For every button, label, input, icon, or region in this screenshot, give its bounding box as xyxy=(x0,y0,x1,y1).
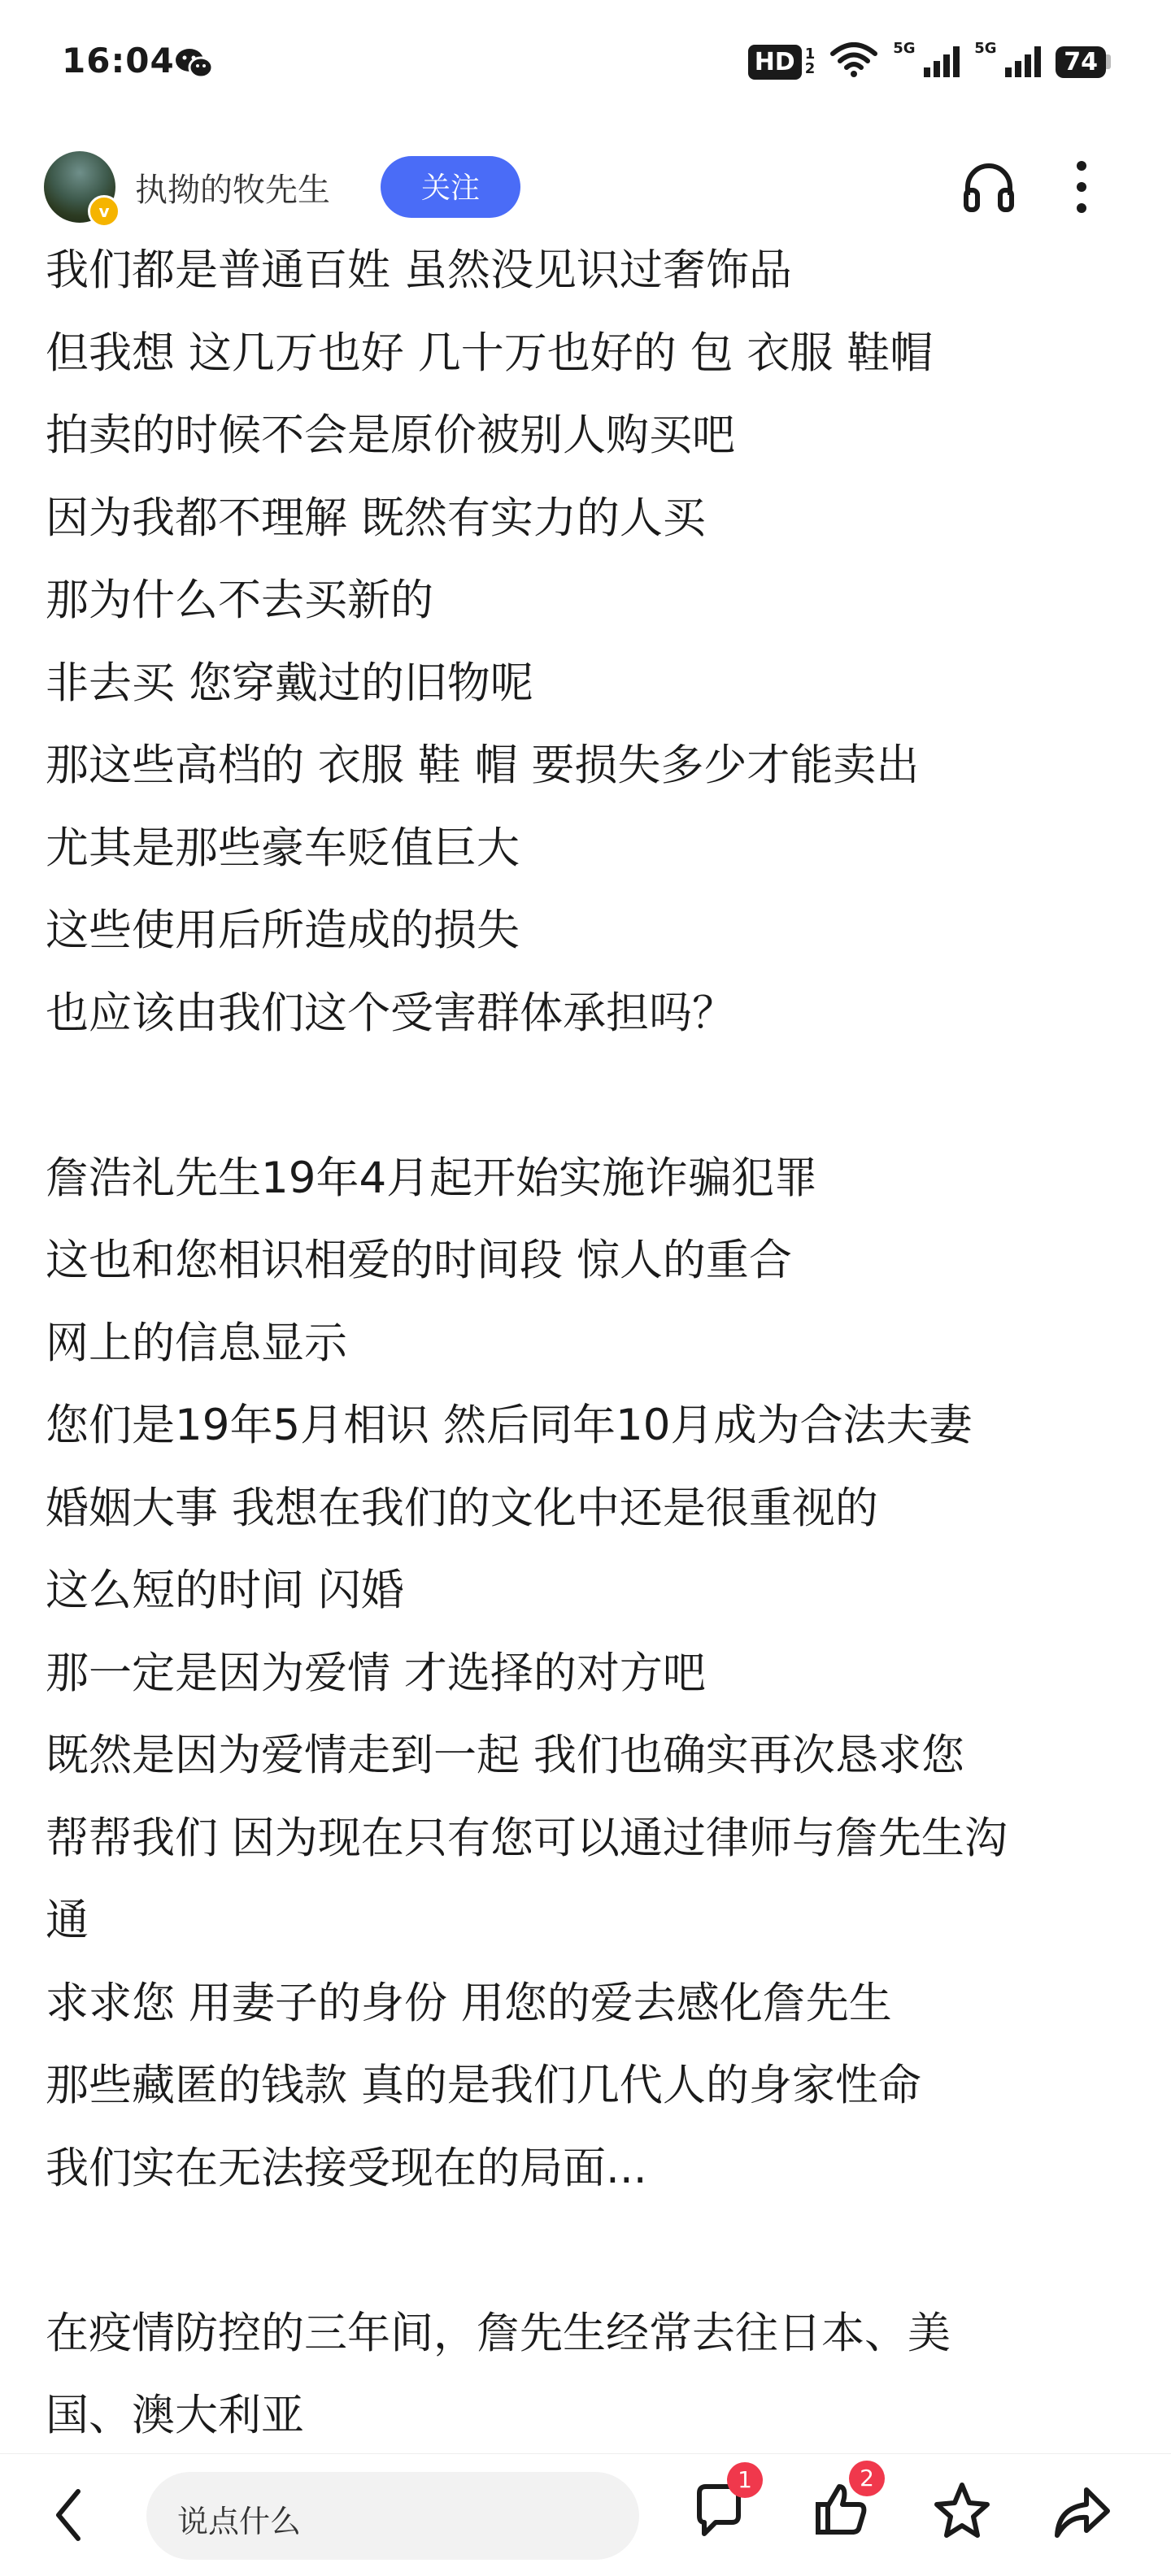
comment-input[interactable] xyxy=(146,2472,639,2560)
post-line: 这也和您相识相爱的时间段 惊人的重合 xyxy=(46,1236,792,1285)
signal-label: 5G xyxy=(974,40,997,57)
share-icon[interactable] xyxy=(1051,2480,1112,2545)
post-line: 我们实在无法接受现在的局面... xyxy=(46,2143,647,2193)
hd-indicator: HD xyxy=(748,45,802,80)
post-line: 这么短的时间 闪婚 xyxy=(46,1566,404,1615)
post-line: 那些藏匿的钱款 真的是我们几代人的身家性命 xyxy=(46,2061,921,2110)
post-line: 我们都是普通百姓 虽然没见识过奢饰品 xyxy=(46,245,792,295)
post-line: 因为我都不理解 既然有实力的人买 xyxy=(46,493,706,543)
post-line: 通 xyxy=(46,1896,89,1945)
bottom-action-bar xyxy=(0,2453,1171,2576)
post-text xyxy=(46,229,1135,2447)
comment-placeholder: 说点什么 xyxy=(177,2504,302,2539)
verified-badge: v xyxy=(88,195,120,228)
back-arrow-icon[interactable] xyxy=(52,2487,85,2547)
post-line: 您们是19年5月相识 然后同年10月成为合法夫妻 xyxy=(46,1401,973,1450)
follow-button[interactable]: 关注 xyxy=(381,156,520,218)
post-line: 尤其是那些豪车贬值巨大 xyxy=(46,823,520,873)
more-vertical-icon[interactable] xyxy=(1072,156,1091,221)
post-line: 既然是因为爱情走到一起 我们也确实再次恳求您 xyxy=(46,1731,964,1780)
headphone-icon[interactable] xyxy=(961,159,1016,218)
post-line: 非去买 您穿戴过的旧物呢 xyxy=(46,658,533,708)
like-count-badge: 2 xyxy=(849,2461,885,2496)
post-line xyxy=(46,2209,1135,2292)
post-line: 这些使用后所造成的损失 xyxy=(46,906,520,955)
star-icon[interactable] xyxy=(932,2480,992,2545)
post-line: 在疫情防控的三年间，詹先生经常去往日本、美 xyxy=(46,2308,951,2358)
post-line: 婚姻大事 我想在我们的文化中还是很重视的 xyxy=(46,1483,878,1533)
post-line: 国、澳大利亚 xyxy=(46,2391,304,2440)
post-line: 那为什么不去买新的 xyxy=(46,576,433,625)
comment-count-badge: 1 xyxy=(727,2462,763,2498)
post-line xyxy=(46,1054,1135,1137)
post-line: 拍卖的时候不会是原价被别人购买吧 xyxy=(46,411,735,460)
hd-sim-indicator: 1 2 xyxy=(804,46,816,77)
post-line: 那一定是因为爱情 才选择的对方吧 xyxy=(46,1648,706,1698)
post-header xyxy=(0,130,1171,244)
post-line: 网上的信息显示 xyxy=(46,1318,347,1368)
status-time: 16:04 xyxy=(62,41,175,80)
username[interactable]: 执拗的牧先生 xyxy=(135,172,330,209)
post-line: 帮帮我们 因为现在只有您可以通过律师与詹先生沟 xyxy=(46,1813,1008,1863)
signal-label: 5G xyxy=(893,40,916,57)
post-line: 詹浩礼先生19年4月起开始实施诈骗犯罪 xyxy=(46,1153,818,1203)
battery-level: 74 xyxy=(1056,46,1106,78)
post-line: 也应该由我们这个受害群体承担吗？ xyxy=(46,988,735,1038)
post-line: 那这些高档的 衣服 鞋 帽 要损失多少才能卖出 xyxy=(46,741,920,790)
post-line: 但我想 这几万也好 几十万也好的 包 衣服 鞋帽 xyxy=(46,328,934,378)
post-line: 求求您 用妻子的身份 用您的爱去感化詹先生 xyxy=(46,1978,892,2028)
